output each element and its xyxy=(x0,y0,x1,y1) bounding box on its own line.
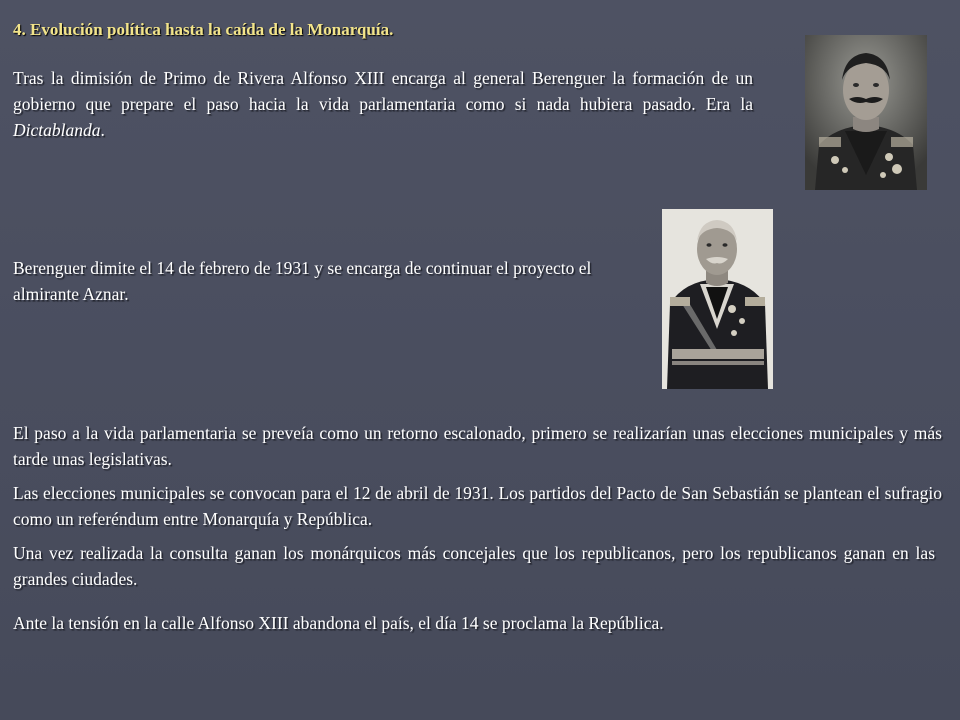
paragraph-berenguer-resigns: Berenguer dimite el 14 de febrero de 1931 y se encarga de continuar el proyecto el almirante Aznar. xyxy=(13,258,592,304)
paragraph-municipal-elections: Las elecciones municipales se convocan para el 12 de abril de 1931. Los partidos del Pacto de San Sebastián se plantean el sufragio como un referéndum entre Monarquía y República. xyxy=(13,483,942,529)
portrait-berenguer xyxy=(805,35,927,190)
portrait-aznar xyxy=(662,209,773,389)
paragraph-text: Tras la dimisión de Primo de Rivera Alfonso XIII encarga al general Berenguer la formación de un gobierno que prepare el paso hacia la vida parlamentaria como si nada hubiera pasado. Era la xyxy=(13,68,753,114)
dictablanda-term: Dictablanda xyxy=(13,120,101,140)
paragraph-election-results: Una vez realizada la consulta ganan los monárquicos más concejales que los republicanos, pero los republicanos ganan en las grandes ciudades. xyxy=(13,543,935,589)
paragraph-tail: . xyxy=(100,120,105,140)
paragraph-electoral-return: El paso a la vida parlamentaria se preveía como un retorno escalonado, primero se realizarían unas elecciones municipales y más tarde unas legislativas. xyxy=(13,423,942,469)
slide-title: 4. Evolución política hasta la caída de la Monarquía. xyxy=(13,20,394,39)
paragraph-republic-proclaimed: Ante la tensión en la calle Alfonso XIII abandona el país, el día 14 se proclama la República. xyxy=(13,613,664,633)
paragraph-berenguer-government xyxy=(13,65,753,143)
